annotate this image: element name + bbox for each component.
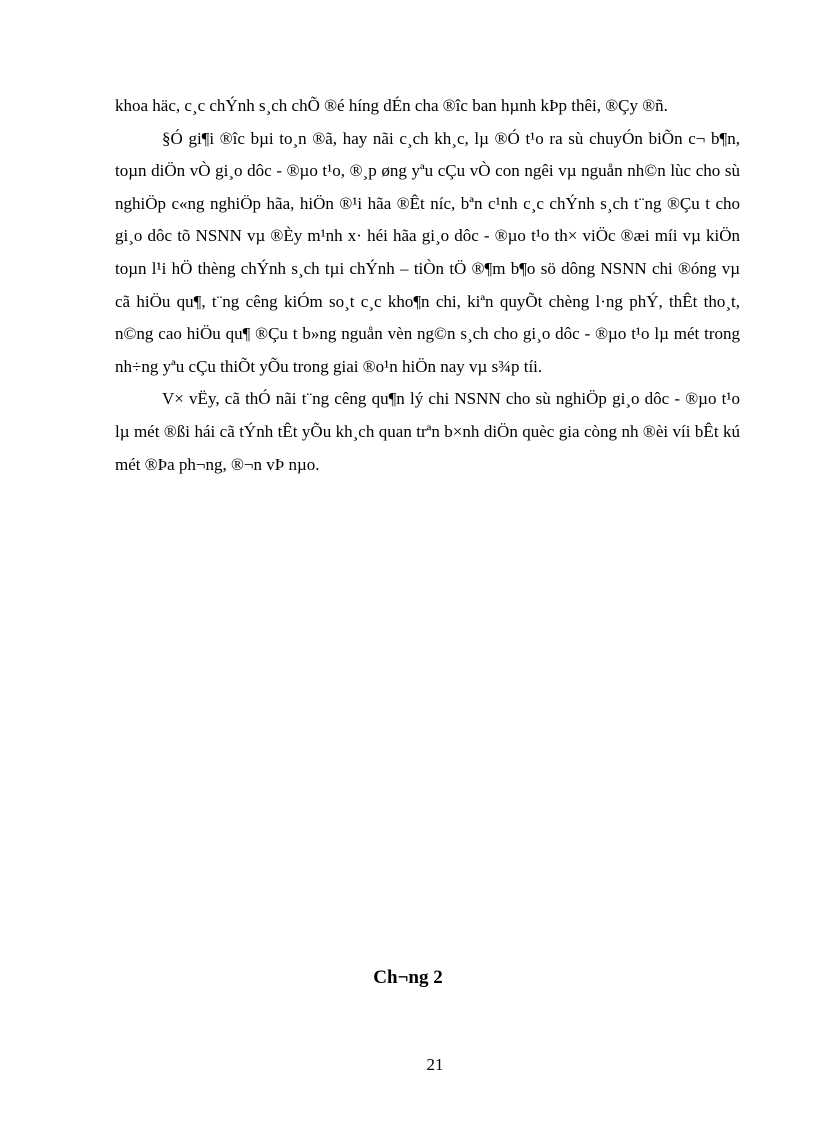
paragraph-1: khoa häc, c¸c chÝnh s¸ch chÕ ®é híng dÉn cha ®îc ban hµnh kÞp thêi, ®Çy ®ñ. — [115, 96, 668, 115]
body-text — [115, 90, 740, 481]
page-number: 21 — [426, 1055, 444, 1074]
paragraph-2: §Ó gi¶i ®îc bµi to¸n ®ã, hay nãi c¸ch kh¸c, lµ ®Ó t¹o ra sù chuyÓn biÕn c¬ b¶n, toµn diÖn vÒ gi¸o dôc - ®µo t¹o, ®¸p øng yªu cÇu vÒ con ngêi vµ nguån nh©n lùc cho sù nghiÖp c«ng nghiÖp hãa, hiÖn ®¹i hãa ®Êt níc, bªn c¹nh c¸c chÝnh s¸ch t¨ng ®Çu t cho gi¸o dôc tõ NSNN vµ ®Èy m¹nh x· héi hãa gi¸o dôc - ®µo t¹o th× viÖc ®æi míi vµ kiÖn toµn l¹i hÖ thèng chÝnh s¸ch tµi chÝnh – tiÒn tÖ ®¶m b¶o sö dông NSNN chi ®óng vµ cã hiÖu qu¶, t¨ng cêng kiÓm so¸t c¸c kho¶n chi, kiªn quyÕt chèng l·ng phÝ, thÊt tho¸t, n©ng cao hiÖu qu¶ ®Çu t b»ng nguån vèn ng©n s¸ch cho gi¸o dôc - ®µo t¹o lµ mét trong nh÷ng yªu cÇu thiÕt yÕu trong giai ®o¹n hiÖn nay vµ s¾p tíi. — [115, 128, 740, 376]
chapter-heading: Ch¬ng 2 — [373, 967, 443, 988]
paragraph-3: V× vËy, cã thÓ nãi t¨ng cêng qu¶n lý chi NSNN cho sù nghiÖp gi¸o dôc - ®µo t¹o lµ mét ®ßi hái cã tÝnh tÊt yÕu kh¸ch quan trªn b×nh diÖn quèc gia còng nh ®èi víi bÊt kú mét ®Þa ph¬ng, ®¬n vÞ nµo. — [115, 389, 740, 474]
